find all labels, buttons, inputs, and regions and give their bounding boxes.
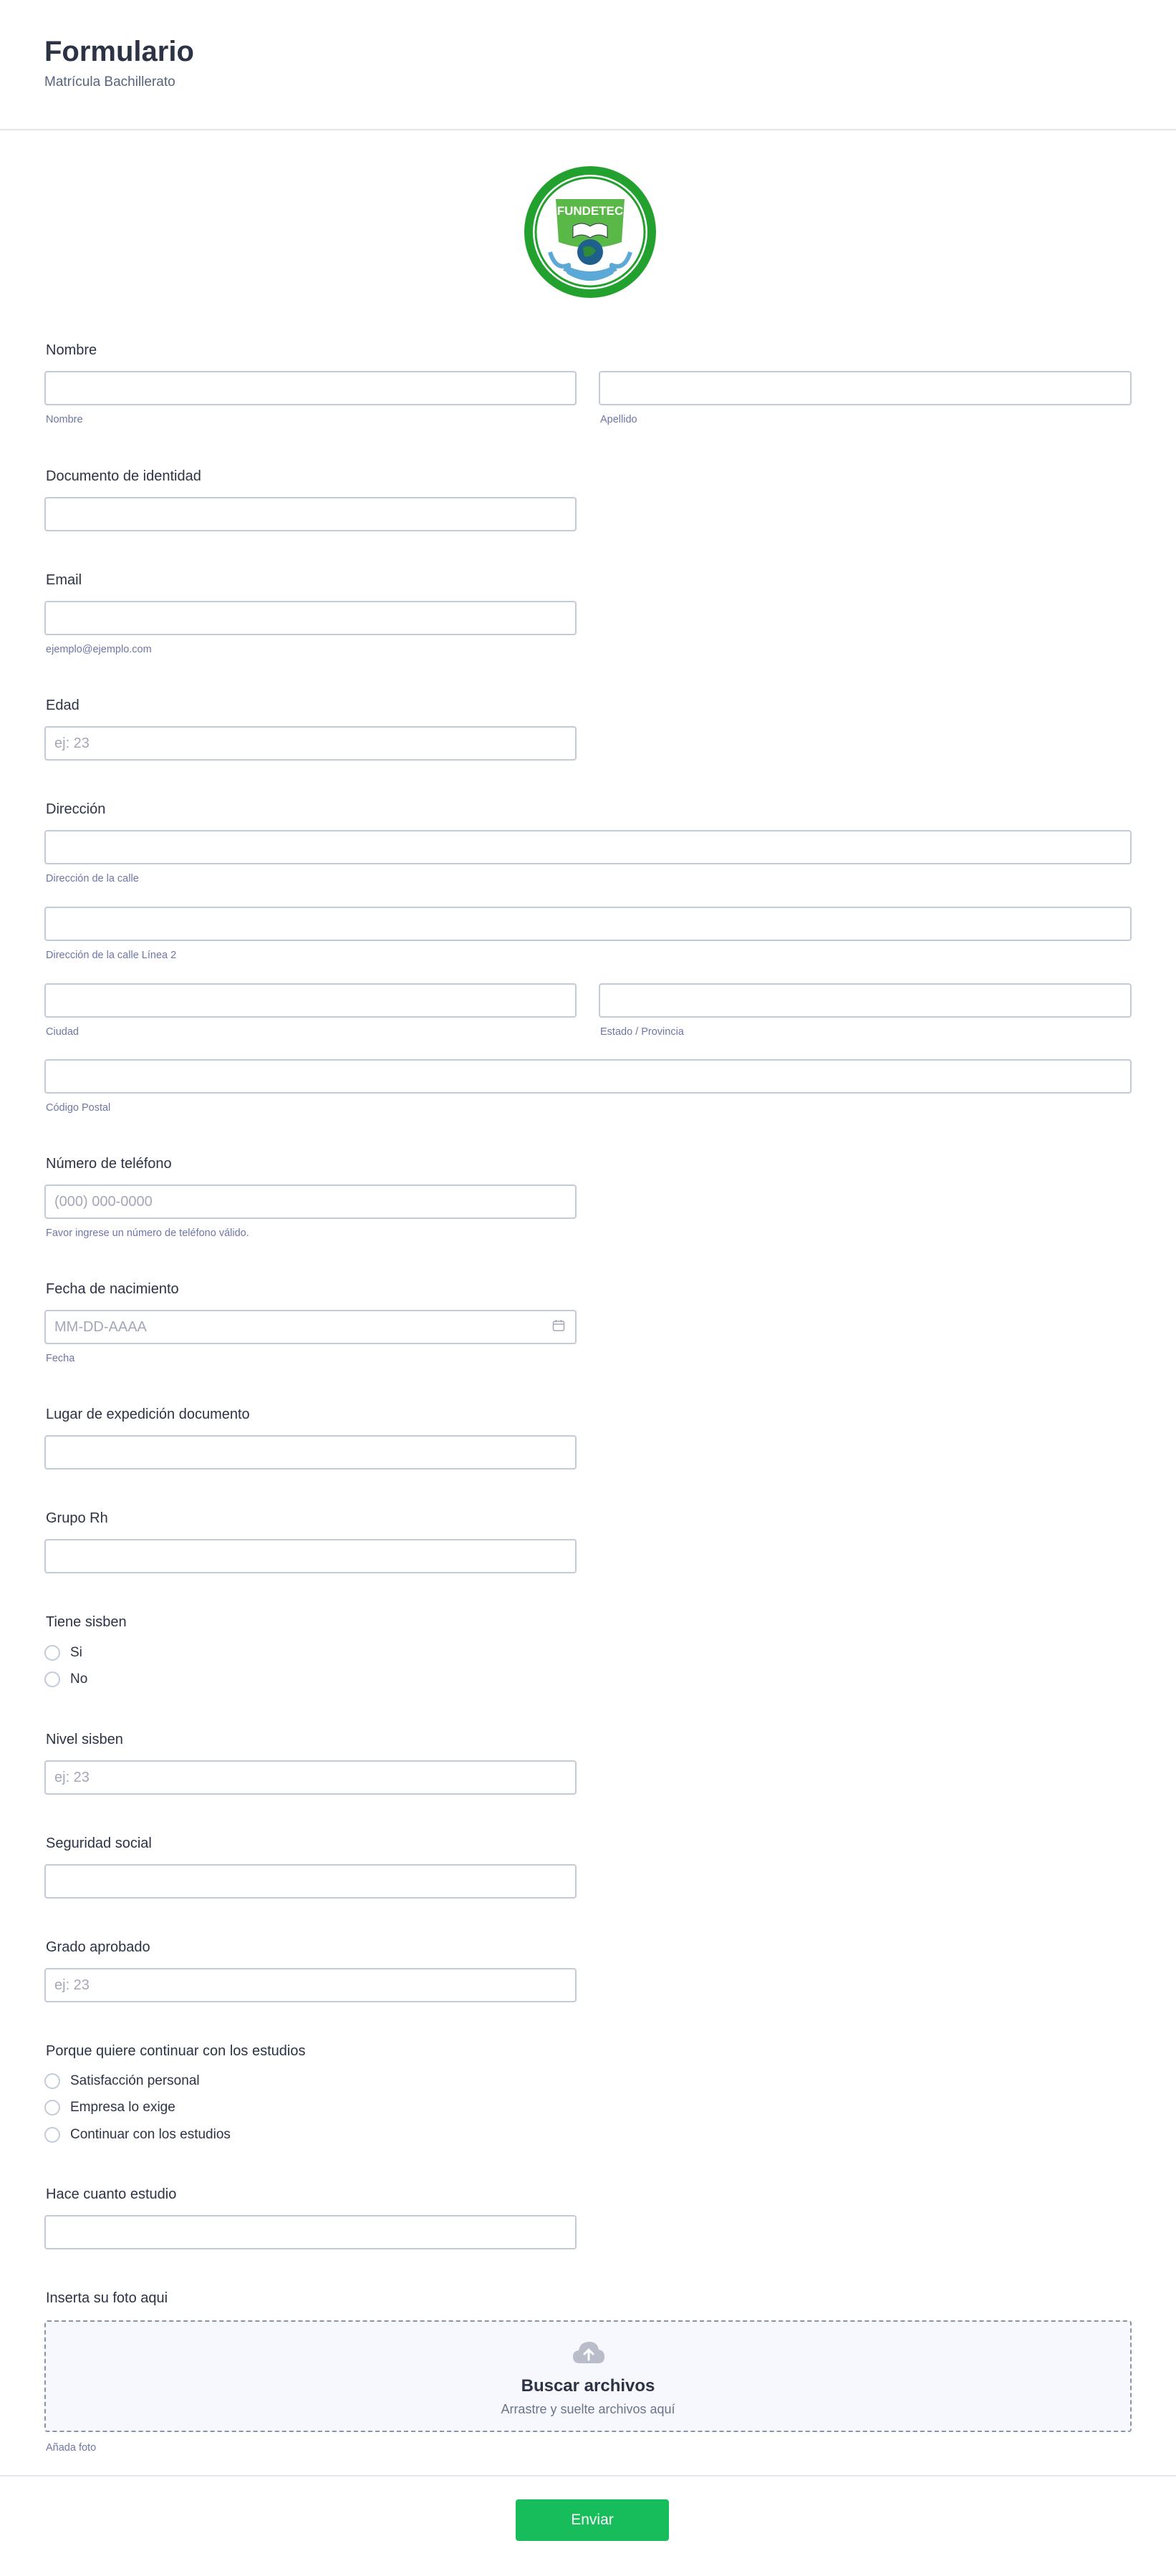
foto-label: Inserta su foto aqui [46, 2290, 168, 2306]
hace-cuanto-input[interactable] [44, 2215, 577, 2249]
hace-cuanto-label: Hace cuanto estudio [46, 2186, 177, 2202]
state-input[interactable] [599, 983, 1132, 1018]
radio-circle[interactable] [44, 1645, 60, 1661]
radio-label: Satisfacción personal [70, 2073, 200, 2088]
nombre-label: Nombre [46, 342, 97, 358]
submit-button[interactable]: Enviar [516, 2499, 669, 2541]
last-name-input[interactable] [599, 371, 1132, 405]
city-sublabel: Ciudad [46, 1026, 79, 1038]
drop-hint: Arrastre y suelte archivos aquí [501, 2402, 675, 2416]
cloud-upload-icon [572, 2339, 606, 2368]
email-sublabel: ejemplo@ejemplo.com [46, 644, 152, 655]
street2-sublabel: Dirección de la calle Línea 2 [46, 950, 177, 961]
form-title: Formulario [44, 36, 194, 67]
city-input[interactable] [44, 983, 577, 1018]
lugar-expedicion-input[interactable] [44, 1435, 577, 1470]
foto-sublabel: Añada foto [46, 2442, 97, 2454]
browse-files-button[interactable]: Buscar archivos [521, 2376, 655, 2396]
edad-label: Edad [46, 698, 79, 713]
first-name-sublabel: Nombre [46, 414, 83, 425]
calendar-icon[interactable] [552, 1319, 565, 1332]
radio-circle[interactable] [44, 2127, 60, 2143]
radio-circle[interactable] [44, 2100, 60, 2116]
radio-circle[interactable] [44, 2073, 60, 2089]
phone-input[interactable] [44, 1185, 577, 1219]
radio-option-si[interactable] [44, 1643, 82, 1663]
sisben-label: Tiene sisben [46, 1614, 127, 1630]
street2-input[interactable] [44, 907, 1132, 941]
email-input[interactable] [44, 601, 577, 635]
fundetec-logo [521, 163, 659, 301]
street-sublabel: Dirección de la calle [46, 873, 139, 884]
radio-label: Continuar con los estudios [70, 2127, 231, 2142]
telefono-label: Número de teléfono [46, 1156, 172, 1172]
grado-label: Grado aprobado [46, 1939, 150, 1955]
postal-code-input[interactable] [44, 1059, 1132, 1094]
seguridad-social-label: Seguridad social [46, 1835, 152, 1851]
radio-label: No [70, 1671, 88, 1687]
nacimiento-label: Fecha de nacimiento [46, 1281, 179, 1297]
radio-label: Empresa lo exige [70, 2100, 175, 2115]
porque-label: Porque quiere continuar con los estudios [46, 2043, 306, 2059]
radio-option-no[interactable] [44, 1669, 87, 1689]
email-label: Email [46, 572, 82, 588]
street-input[interactable] [44, 830, 1132, 864]
radio-option-continuar[interactable] [44, 2125, 231, 2145]
grupo-rh-input[interactable] [44, 1539, 577, 1573]
radio-option-satisfaccion[interactable] [44, 2071, 200, 2091]
birthdate-sublabel: Fecha [46, 1353, 75, 1364]
radio-label: Si [70, 1645, 82, 1660]
edad-input[interactable] [44, 726, 577, 761]
radio-circle[interactable] [44, 1671, 60, 1687]
seguridad-social-input[interactable] [44, 1864, 577, 1899]
phone-sublabel: Favor ingrese un número de teléfono válido. [46, 1227, 249, 1239]
logo-text: FUNDETEC [556, 204, 624, 218]
form-header [0, 0, 1176, 130]
postal-code-sublabel: Código Postal [46, 1102, 111, 1114]
lugar-expedicion-label: Lugar de expedición documento [46, 1407, 250, 1422]
birthdate-input[interactable] [44, 1310, 577, 1344]
first-name-input[interactable] [44, 371, 577, 405]
grado-input[interactable] [44, 1968, 577, 2002]
direccion-label: Dirección [46, 801, 106, 817]
nivel-sisben-label: Nivel sisben [46, 1732, 123, 1747]
documento-label: Documento de identidad [46, 468, 201, 484]
state-sublabel: Estado / Provincia [600, 1026, 684, 1038]
radio-option-empresa[interactable] [44, 2098, 175, 2118]
last-name-sublabel: Apellido [600, 414, 637, 425]
documento-input[interactable] [44, 497, 577, 531]
file-upload-dropzone[interactable] [44, 2320, 1132, 2432]
form-subtitle: Matrícula Bachillerato [44, 74, 175, 90]
nivel-sisben-input[interactable] [44, 1760, 577, 1795]
grupo-rh-label: Grupo Rh [46, 1510, 108, 1526]
